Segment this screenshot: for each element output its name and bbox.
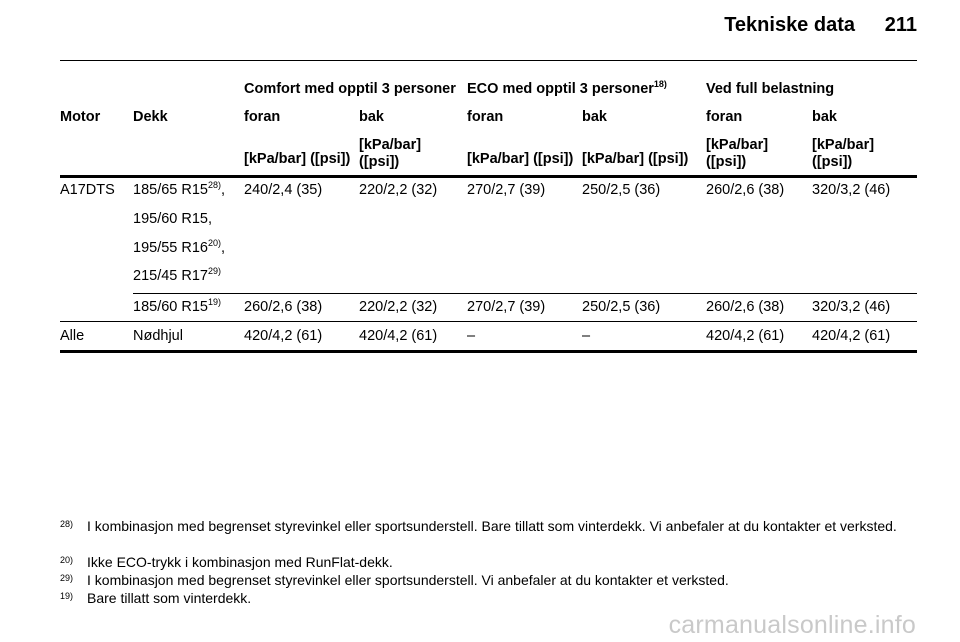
- pressure-value: 260/2,6 (38): [706, 182, 785, 198]
- row-divider: [60, 321, 917, 322]
- group-header-comfort: Comfort med opptil 3 personer: [244, 81, 456, 97]
- pressure-value: 420/4,2 (61): [812, 328, 891, 344]
- pressure-value: 220/2,2 (32): [359, 299, 438, 315]
- pressure-value: –: [582, 328, 591, 344]
- watermark: carmanualsonline.info: [668, 611, 916, 639]
- pressure-value: 420/4,2 (61): [359, 328, 438, 344]
- footnote-ref: 18): [653, 79, 667, 89]
- col-header-motor: Motor: [60, 109, 101, 125]
- footnote-mark: 29): [60, 573, 74, 583]
- col-header-full-bak: bak: [812, 109, 837, 125]
- tyre-size: 185/60 R15$^{19)}$: [133, 297, 221, 315]
- footnote-text: Ikke ECO-trykk i kombinasjon med RunFlat-dekk.: [87, 554, 393, 570]
- pressure-value: 270/2,7 (39): [467, 299, 546, 315]
- footnote-text: Bare tillatt som vinterdekk.: [87, 590, 252, 606]
- pressure-value: 320/3,2 (46): [812, 182, 891, 198]
- pressure-value: 420/4,2 (61): [244, 328, 323, 344]
- col-header-comfort-bak: bak: [359, 109, 384, 125]
- row-divider: [133, 293, 917, 294]
- footnote-text: I kombinasjon med begrenset styrevinkel eller sportsunderstell. Vi anbefaler at du kontakter et verksted.: [87, 572, 729, 588]
- motor-cell: A17DTS: [60, 182, 115, 198]
- pressure-value: –: [467, 328, 476, 344]
- header-divider: [60, 175, 917, 178]
- pressure-value: 420/4,2 (61): [706, 328, 785, 344]
- header-rule: [60, 60, 917, 61]
- tyre-size: 195/55 R16$^{20)}$,: [133, 238, 226, 256]
- col-header-dekk: Dekk: [133, 109, 168, 125]
- pressure-value: 250/2,5 (36): [582, 182, 661, 198]
- tyre-size: 195/60 R15,: [133, 211, 213, 227]
- col-header-eco-bak: bak: [582, 109, 607, 125]
- pressure-value: 240/2,4 (35): [244, 182, 323, 198]
- footnote-mark: 20): [60, 555, 74, 565]
- pressure-value: 270/2,7 (39): [467, 182, 546, 198]
- pressure-value: 220/2,2 (32): [359, 182, 438, 198]
- unit-header: [kPa/bar] ([psi]): [359, 137, 422, 170]
- footnote-mark: 19): [60, 591, 74, 601]
- unit-header: [kPa/bar] ([psi]): [706, 137, 769, 170]
- group-header-eco: ECO med opptil 3 personer$^{18)}$: [467, 79, 667, 97]
- unit-header: [kPa/bar] ([psi]): [467, 151, 574, 167]
- tyre-size: 185/65 R15$^{28)}$,: [133, 180, 226, 198]
- footnote-mark: 28): [60, 519, 74, 529]
- pressure-value: 320/3,2 (46): [812, 299, 891, 315]
- col-header-full-foran: foran: [706, 109, 743, 125]
- unit-header: [kPa/bar] ([psi]): [582, 151, 689, 167]
- pressure-value: 260/2,6 (38): [244, 299, 323, 315]
- unit-header: [kPa/bar] ([psi]): [812, 137, 875, 170]
- pressure-value: 260/2,6 (38): [706, 299, 785, 315]
- tyre-size: Nødhjul: [133, 328, 183, 344]
- col-header-comfort-foran: foran: [244, 109, 281, 125]
- motor-cell: Alle: [60, 328, 85, 344]
- page-title: Tekniske data: [724, 14, 855, 36]
- footnote-text: I kombinasjon med begrenset styrevinkel eller sportsunderstell. Bare tillatt som vinterdekk. Vi anbefaler at du kontakter et verksted.: [87, 518, 897, 534]
- group-header-full-load: Ved full belastning: [706, 81, 835, 97]
- unit-header: [kPa/bar] ([psi]): [244, 151, 351, 167]
- table-bottom-rule: [60, 350, 917, 353]
- col-header-eco-foran: foran: [467, 109, 504, 125]
- page-number: 211: [884, 14, 917, 36]
- tyre-size: 215/45 R17$^{29)}$: [133, 266, 221, 284]
- pressure-value: 250/2,5 (36): [582, 299, 661, 315]
